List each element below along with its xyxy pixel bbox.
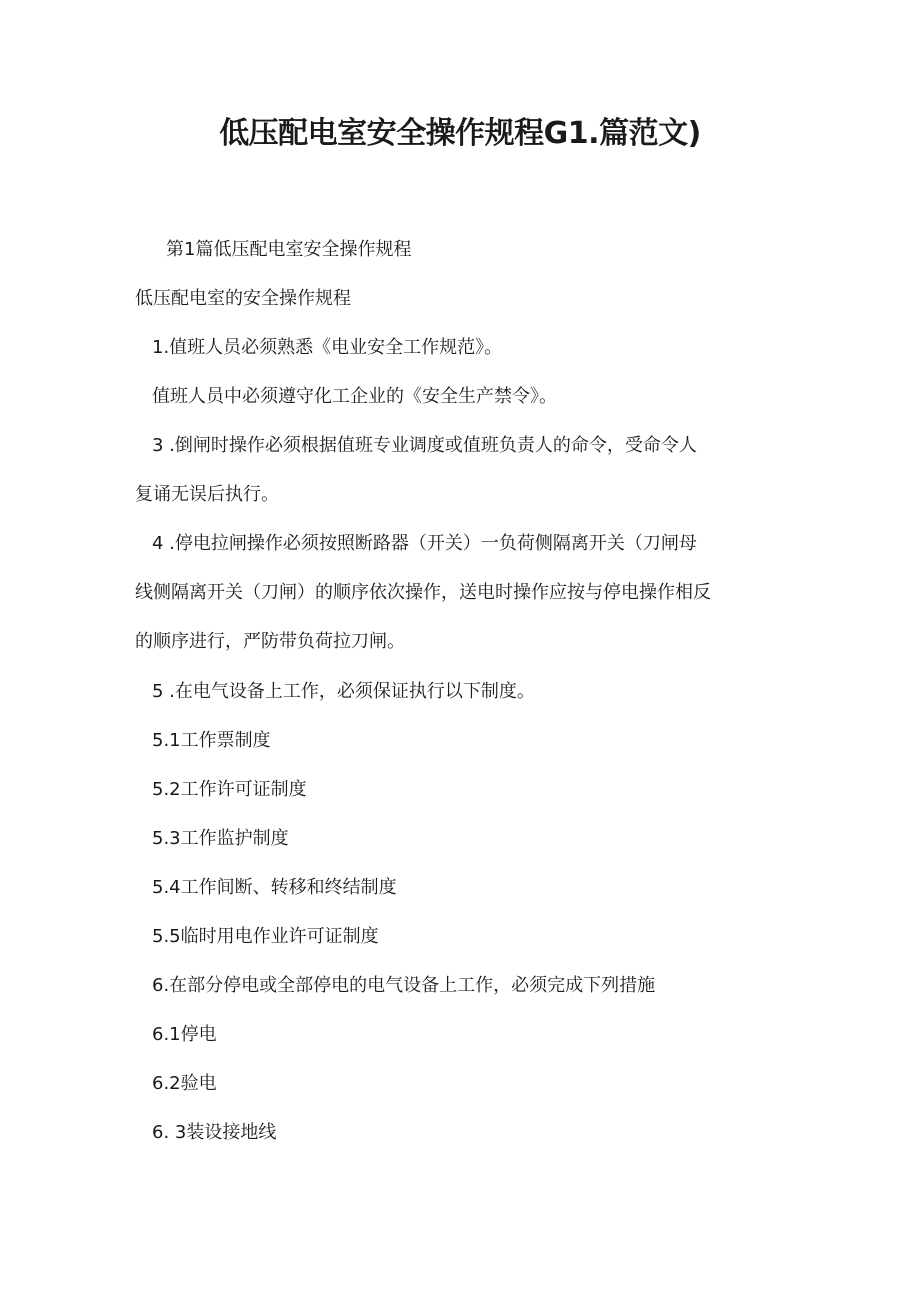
rule-item-5: 5 .在电气设备上工作，必须保证执行以下制度。	[152, 681, 535, 702]
rule-item-1: 1.值班人员必须熟悉《电业安全工作规范》。	[152, 337, 503, 358]
document-title: 低压配电室安全操作规程G1.篇范文)	[219, 116, 701, 151]
rule-item-4-line-2: 线侧隔离开关（刀闸）的顺序依次操作，送电时操作应按与停电操作相反	[135, 582, 711, 603]
document-subtitle: 低压配电室的安全操作规程	[135, 288, 351, 309]
rule-item-5-5: 5.5临时用电作业许可证制度	[152, 926, 379, 947]
rule-item-5-1: 5.1工作票制度	[152, 730, 271, 751]
rule-item-2: 值班人员中必须遵守化工企业的《安全生产禁令》。	[152, 386, 557, 407]
rule-item-6-3: 6. 3装设接地线	[152, 1122, 277, 1143]
rule-item-5-2: 5.2工作许可证制度	[152, 779, 307, 800]
rule-item-3-line-2: 复诵无误后执行。	[135, 484, 279, 505]
rule-item-3-line-1: 3 .倒闸时操作必须根据值班专业调度或值班负责人的命令，受命令人	[152, 435, 697, 456]
rule-item-6: 6.在部分停电或全部停电的电气设备上工作，必须完成下列措施	[152, 975, 656, 996]
rule-item-3	[135, 434, 697, 532]
rule-item-5-3: 5.3工作监护制度	[152, 828, 289, 849]
rule-item-4-line-3: 的顺序进行，严防带负荷拉刀闸。	[135, 631, 405, 652]
rule-item-6-1: 6.1停电	[152, 1024, 217, 1045]
rule-item-5-4: 5.4工作间断、转移和终结制度	[152, 877, 397, 898]
rule-item-4	[135, 532, 711, 679]
rule-item-6-2: 6.2验电	[152, 1073, 217, 1094]
rule-item-4-line-1: 4 .停电拉闸操作必须按照断路器（开关）一负荷侧隔离开关（刀闸母	[152, 533, 697, 554]
section-heading: 第1篇低压配电室安全操作规程	[166, 239, 412, 260]
